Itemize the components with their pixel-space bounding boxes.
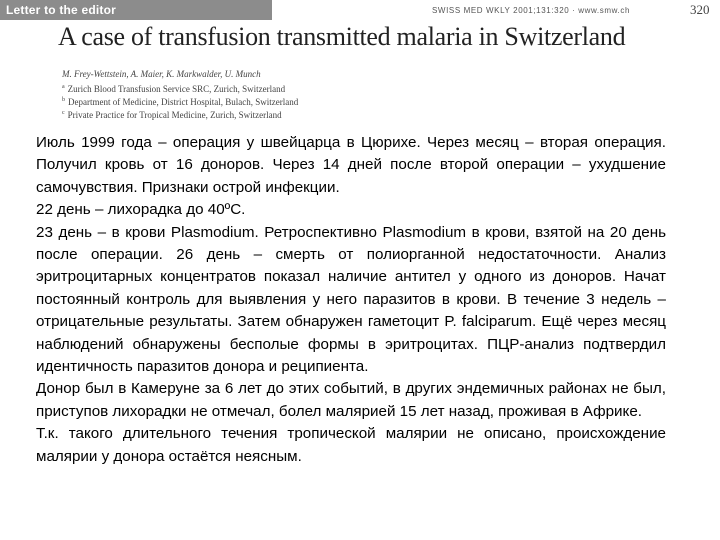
paper-title: A case of transfusion transmitted malaria in Switzerland	[58, 22, 626, 51]
affiliation-mark: b	[62, 97, 65, 103]
affiliation	[62, 84, 285, 94]
body-paragraph: Июль 1999 года – операция у швейцарца в Цюрихе. Через месяц – вторая операция. Получил кровь от 16 доноров. Через 14 дней после второй операции – ухудшение самочувствия. Признаки острой инфекции.	[36, 134, 666, 196]
affiliation-mark: c	[62, 110, 65, 116]
affiliation	[62, 97, 298, 107]
slide-body-text	[36, 132, 666, 468]
body-paragraph: 23 день – в крови Plasmodium. Ретроспективно Plasmodium в крови, взятой на 20 день после операции. 26 день – смерть от полиорганной недостаточности. Анализ эритроцитарных концентратов показал наличие антител у одного из доноров. Начат постоянный контроль для выявления у него паразитов в крови. В течение 3 недель – отрицательные результаты. Затем обнаружен гаметоцит P. falciparum. Ещё через месяц наблюдений обнаружены бесполые формы в эритроцитах. ПЦР-анализ подтвердил идентичность паразитов донора и реципиента.	[36, 223, 666, 376]
section-label: Letter to the editor	[6, 3, 117, 17]
body-paragraph: Т.к. такого длительного течения тропической малярии не описано, происхождение малярии у донора остаётся неясным.	[36, 425, 666, 465]
author-list: M. Frey-Wettstein, A. Maier, K. Markwalder, U. Munch	[62, 69, 261, 79]
affiliation-text: Private Practice for Tropical Medicine, Zurich, Switzerland	[67, 110, 282, 120]
affiliation-mark: a	[62, 84, 65, 90]
affiliation-text: Department of Medicine, District Hospital, Bulach, Switzerland	[68, 97, 299, 107]
section-header-bar	[0, 0, 272, 20]
body-paragraph: 22 день – лихорадка до 40ºС.	[36, 201, 246, 219]
page-number: 320	[690, 2, 710, 17]
body-paragraph: Донор был в Камеруне за 6 лет до этих событий, в других эндемичных районах не был, приступов лихорадки не отмечал, болел малярией 15 лет назад, проживая в Африке.	[36, 380, 666, 420]
journal-reference: SWISS MED WKLY 2001;131:320 · www.smw.ch	[432, 6, 630, 15]
affiliation	[62, 110, 282, 120]
affiliation-text: Zurich Blood Transfusion Service SRC, Zurich, Switzerland	[67, 84, 286, 94]
